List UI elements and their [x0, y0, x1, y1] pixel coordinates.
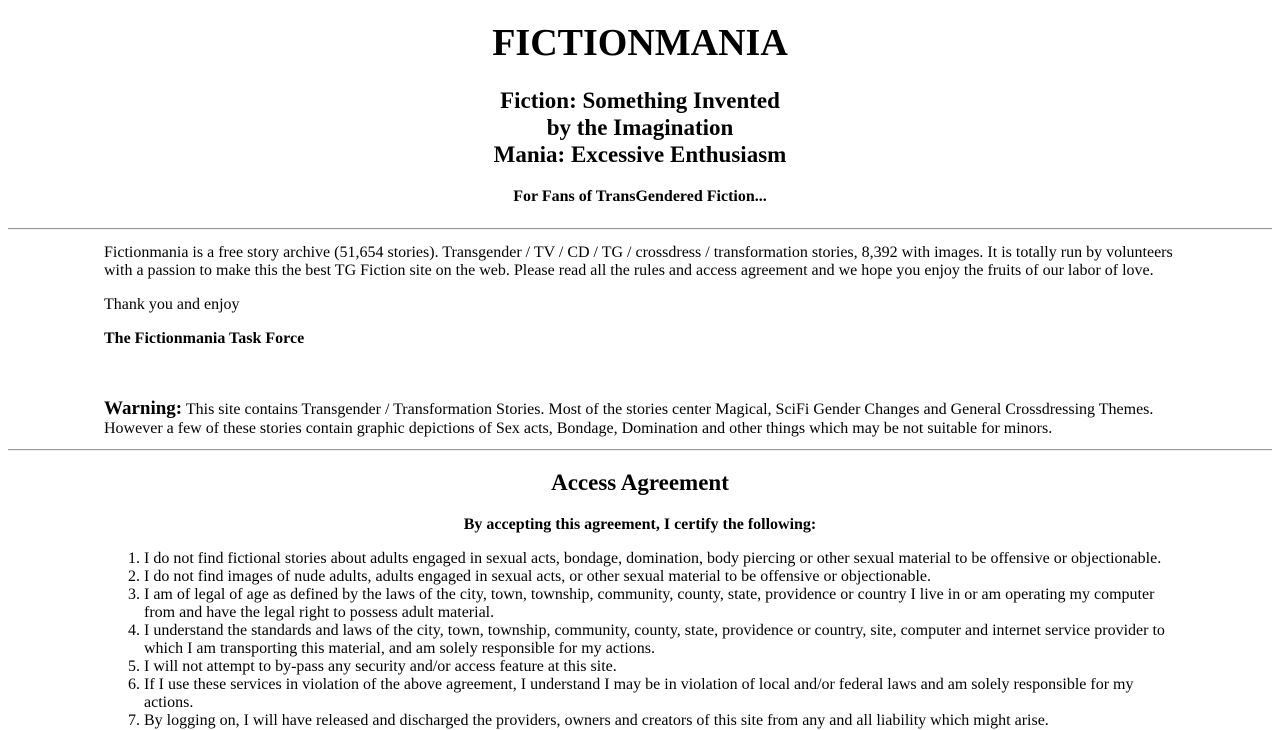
tagline [0, 87, 1280, 168]
access-agreement-subtitle: By accepting this agreement, I certify the following: [463, 516, 817, 533]
agreement-term: 4. I understand the standards and laws of the city, town, township, community, county, state, providence or country, site, computer and internet service provider to which I am transporting this material, and am solely responsible for my actions. [144, 622, 1176, 658]
agreement-term: 6. If I use these services in violation of the above agreement, I understand I may be in violation of local and/or federal laws and am solely responsible for my actions. [144, 676, 1176, 712]
agreement-term: 1. I do not find fictional stories about adults engaged in sexual acts, bondage, domination, body piercing or other sexual material to be offensive or objectionable. [144, 550, 1176, 568]
fans-subtitle: For Fans of TransGendered Fiction... [513, 188, 767, 205]
agreement-terms-list [104, 550, 1176, 730]
warning-label: Warning: [104, 398, 183, 419]
thanks-text: Thank you and enjoy [104, 296, 240, 313]
tagline-line: Fiction: Something Invented [500, 88, 780, 113]
site-title: FICTIONMANIA [492, 22, 788, 64]
tagline-line: by the Imagination [546, 115, 734, 140]
warning-text-line2: However a few of these stories contain graphic depictions of Sex acts, Bondage, Domination and other things which may be not suitable for minors. [104, 420, 1053, 437]
warning-text-line1: This site contains Transgender / Transformation Stories. Most of the stories center Magical, SciFi Gender Changes and General Crossdressing Themes. [185, 401, 1154, 418]
agreement-term: 2. I do not find images of nude adults, adults engaged in sexual acts, or other sexual material to be offensive or objectionable. [144, 568, 1176, 586]
task-force-signature: The Fictionmania Task Force [104, 330, 305, 347]
access-agreement-title: Access Agreement [551, 470, 729, 495]
intro-paragraph: Fictionmania is a free story archive (51,654 stories). Transgender / TV / CD / TG / crossdress / transformation stories, 8,392 with images. It is totally run by volunteers with a passion to make this the best TG Fiction site on the web. Please read all the rules and access agreement and we hope you enjoy the fruits of our labor of love. [104, 244, 1173, 279]
divider [8, 449, 1272, 451]
warning-notice [104, 400, 1176, 438]
agreement-term: 3. I am of legal of age as defined by the laws of the city, town, township, community, county, state, providence or country I live in or am operating my computer from and have the legal right to possess adult material. [144, 586, 1176, 622]
divider [8, 228, 1272, 230]
tagline-line: Mania: Excessive Enthusiasm [493, 142, 787, 167]
agreement-term: 5. I will not attempt to by-pass any security and/or access feature at this site. [144, 658, 1176, 676]
agreement-term: 7. By logging on, I will have released and discharged the providers, owners and creators of this site from any and all liability which might arise. [144, 712, 1176, 730]
